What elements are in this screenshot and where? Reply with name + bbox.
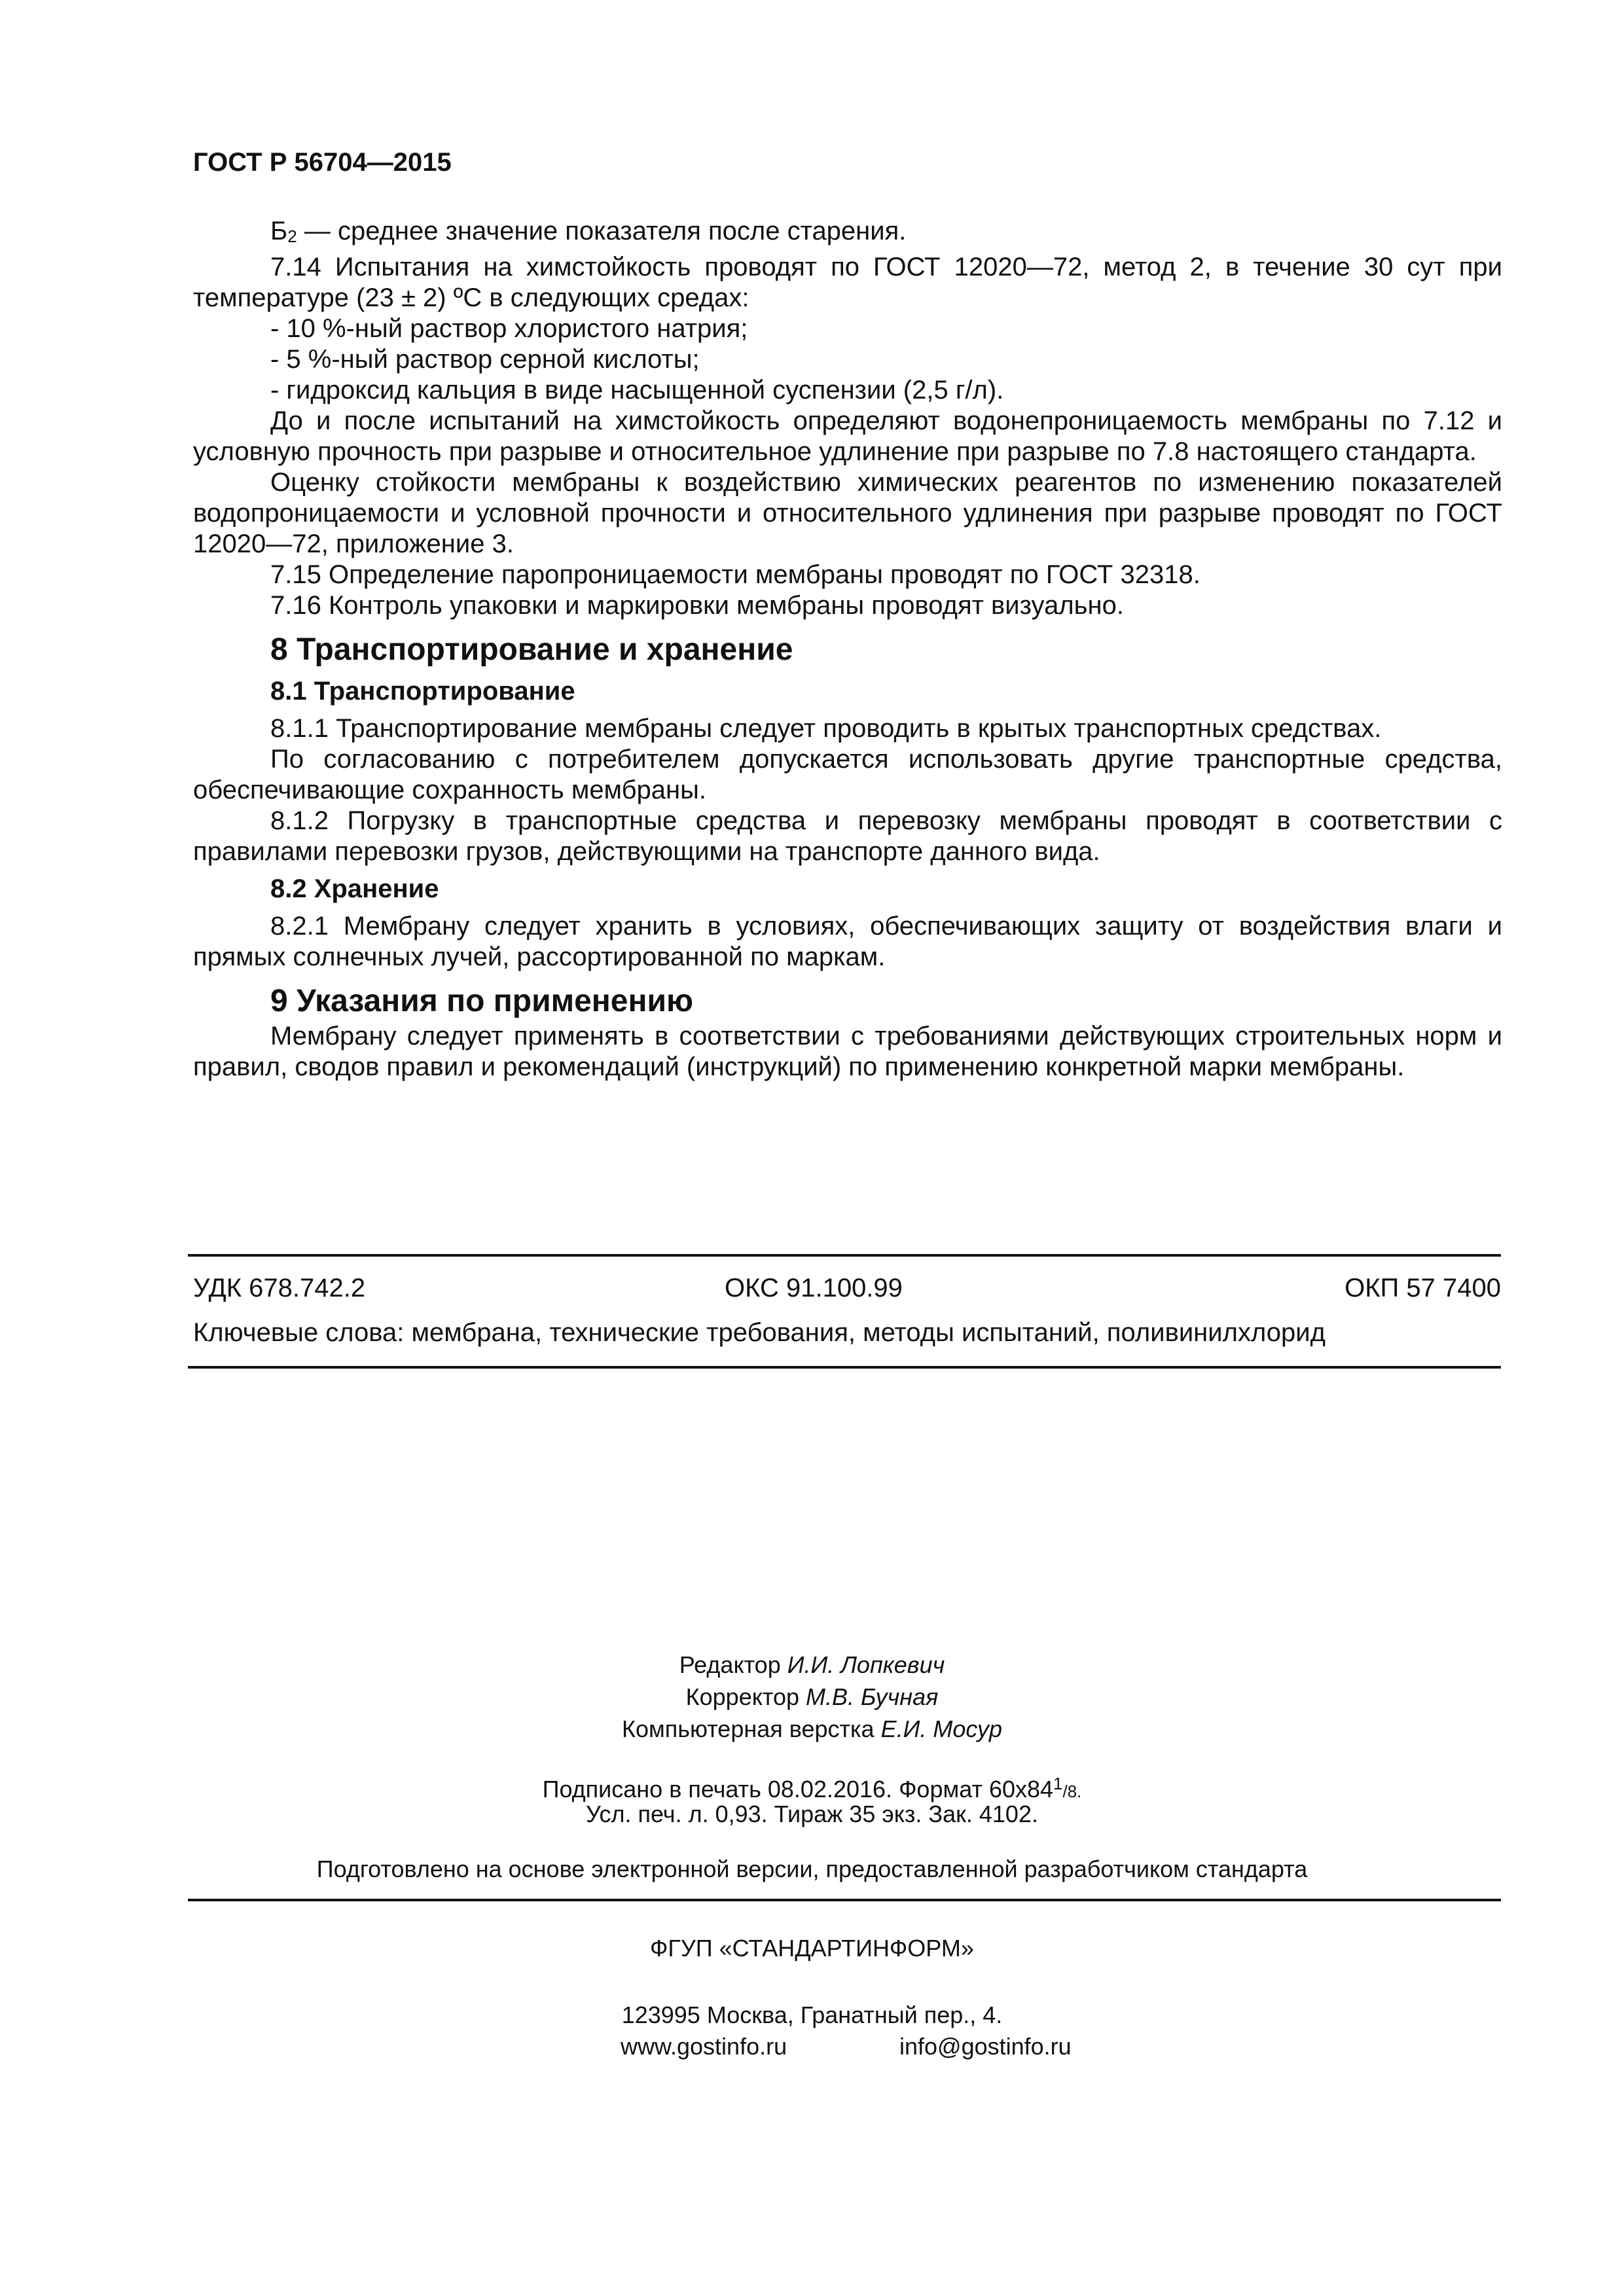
okp-code: ОКП 57 7400 xyxy=(1344,1274,1501,1302)
keywords: Ключевые слова: мембрана, технические требования, методы испытаний, поливинилхлорид xyxy=(193,1318,1326,1347)
b2-symbol: Б xyxy=(270,217,288,245)
corrector-line xyxy=(0,1681,1624,1712)
divider-bottom xyxy=(188,1366,1501,1369)
editor-line xyxy=(0,1649,1624,1680)
format-denominator: /8. xyxy=(1062,1782,1082,1801)
layout-label: Компьютерная верстка xyxy=(622,1715,881,1742)
prepared-line: Подготовлено на основе электронной версии, предоставленной разработчиком стандарта xyxy=(316,1856,1308,1882)
b2-subscript: 2 xyxy=(287,226,297,246)
email-link[interactable]: info@gostinfo.ru xyxy=(899,2033,1072,2060)
layout-name: Е.И. Мосур xyxy=(880,1715,1002,1742)
print-sheets-line: Усл. печ. л. 0,93. Тираж 35 экз. Зак. 4102. xyxy=(586,1801,1038,1827)
section-8-heading: 8 Транспортирование и хранение xyxy=(270,632,793,667)
paragraph-7-15: 7.15 Определение паропроницаемости мембраны проводят по ГОСТ 32318. xyxy=(270,560,1200,589)
section-9-heading: 9 Указания по применению xyxy=(270,984,693,1018)
list-item: - гидроксид кальция в виде насыщенной суспензии (2,5 г/л). xyxy=(270,376,1004,404)
corrector-name: М.В. Бучная xyxy=(806,1683,939,1710)
paragraph-8-1-2: 8.1.2 Погрузку в транспортные средства и перевозку мембраны проводят в соответствии с правилами перевозки грузов, действующими на транспорте данного вида. xyxy=(193,806,1502,866)
paragraph-8-1-1: 8.1.1 Транспортирование мембраны следует проводить в крытых транспортных средствах. xyxy=(270,714,1382,743)
editor-label: Редактор xyxy=(679,1651,787,1678)
paragraph-resistance-evaluation: Оценку стойкости мембраны к воздействию химических реагентов по изменению показателей водопроницаемости и условной прочности и относительного удлинения при разрыве проводят по ГОСТ 12020—72, приложение 3. xyxy=(193,468,1502,558)
divider-top xyxy=(188,1254,1501,1257)
divider-imprint xyxy=(188,1899,1501,1901)
list-item: - 10 %-ный раствор хлористого натрия; xyxy=(270,314,748,343)
corrector-label: Корректор xyxy=(685,1683,806,1710)
paragraph-b2 xyxy=(193,216,1502,252)
format-numerator: 1 xyxy=(1053,1774,1063,1793)
paragraph-8-1-1-b: По согласованию с потребителем допускается использовать другие транспортные средства, обеспечивающие сохранность мембраны. xyxy=(193,745,1502,804)
document-code: ГОСТ Р 56704—2015 xyxy=(193,148,452,177)
address: 123995 Москва, Гранатный пер., 4. xyxy=(621,2001,1003,2028)
website-link[interactable]: www.gostinfo.ru xyxy=(621,2033,787,2060)
list-item: - 5 %-ный раствор серной кислоты; xyxy=(270,345,700,374)
layout-line xyxy=(0,1713,1624,1744)
paragraph-7-14: 7.14 Испытания на химстойкость проводят по ГОСТ 12020—72, метод 2, в течение 30 сут при температуре (23 ± 2) ºС в следующих средах: xyxy=(193,253,1502,312)
paragraph-9: Мембрану следует применять в соответствии с требованиями действующих строительных норм и правил, сводов правил и рекомендаций (инструкций) по применению конкретной марки мембраны. xyxy=(193,1022,1502,1081)
paragraph-before-after-tests: До и после испытаний на химстойкость определяют водонепроницаемость мембраны по 7.12 и условную прочность при разрыве и относительное удлинение при разрыве по 7.8 настоящего стандарта. xyxy=(193,406,1502,466)
editor-name: И.И. Лопкевич xyxy=(787,1651,945,1678)
main-text xyxy=(193,147,1502,1083)
udk-code: УДК 678.742.2 xyxy=(193,1274,366,1302)
subsection-8-2-heading: 8.2 Хранение xyxy=(270,874,439,903)
b2-definition: — среднее значение показателя после старения. xyxy=(297,217,907,245)
oks-code: ОКС 91.100.99 xyxy=(725,1274,903,1302)
paragraph-7-16: 7.16 Контроль упаковки и маркировки мембраны проводят визуально. xyxy=(270,591,1124,620)
signed-text: Подписано в печать 08.02.2016. Формат 60х84 xyxy=(542,1776,1054,1803)
publisher: ФГУП «СТАНДАРТИНФОРМ» xyxy=(650,1935,974,1962)
paragraph-8-2-1: 8.2.1 Мембрану следует хранить в условиях, обеспечивающих защиту от воздействия влаги и прямых солнечных лучей, рассортированной по маркам. xyxy=(193,912,1502,971)
subsection-8-1-heading: 8.1 Транспортирование xyxy=(270,677,575,706)
